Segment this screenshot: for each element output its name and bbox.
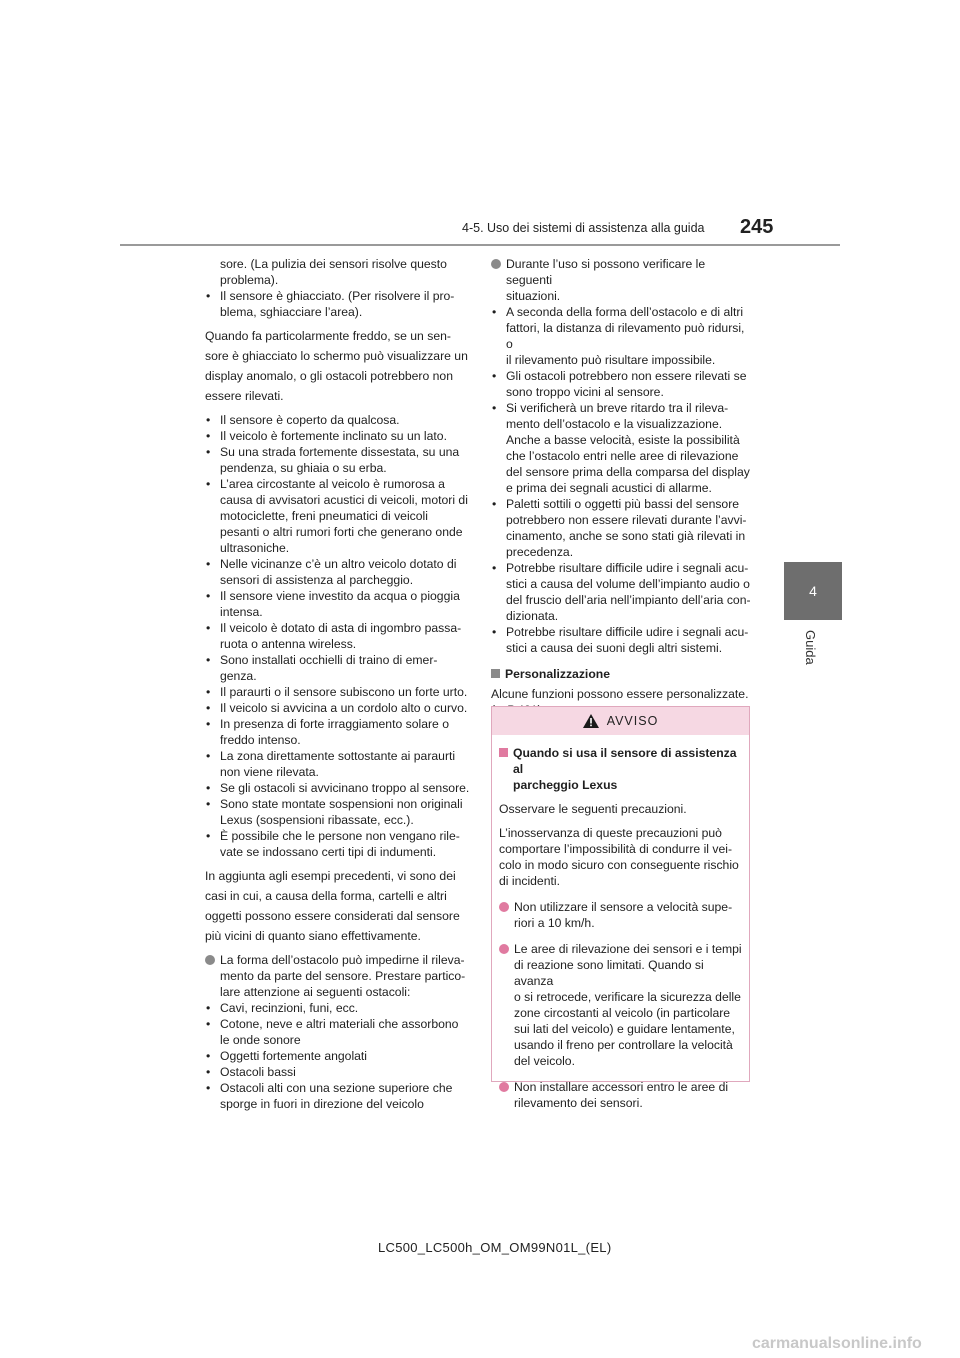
text-line: potrebbero non essere rilevati durante l’avvi- bbox=[506, 513, 747, 527]
bullet-list bbox=[205, 1000, 471, 1112]
header-divider bbox=[120, 244, 840, 246]
square-bullet-icon bbox=[499, 748, 508, 757]
section-heading bbox=[491, 666, 751, 682]
bullet-item bbox=[205, 700, 471, 716]
text-line: sui lati del veicolo) e guidare lentamente, bbox=[514, 1022, 735, 1036]
paragraph: Quando fa particolarmente freddo, se un sen- sore è ghiacciato lo schermo può visualizzare un display anomalo, o gli ostacoli potrebbero non essere rilevati. bbox=[205, 329, 468, 403]
warning-paragraph: Osservare le seguenti precauzioni. bbox=[499, 802, 687, 816]
text-line: • Nelle vicinanze c’è un altro veicolo dotato di bbox=[220, 557, 457, 571]
text-line: il rilevamento può risultare impossibile. bbox=[506, 353, 716, 367]
bullet-item bbox=[491, 400, 751, 496]
warning-header bbox=[492, 707, 749, 735]
text-line: colo in modo sicuro con conseguente rischio bbox=[499, 858, 739, 872]
text-line: pesanti o altri rumori forti che generano onde bbox=[220, 525, 463, 539]
text-line: dizionata. bbox=[506, 609, 559, 623]
text-line: • L’area circostante al veicolo è rumorosa a bbox=[220, 477, 445, 491]
text-line: • Gli ostacoli potrebbero non essere rilevati se bbox=[506, 369, 747, 383]
bullet-item bbox=[205, 652, 471, 684]
text-line: che l’ostacolo entri nelle aree di rilevazione bbox=[506, 449, 739, 463]
text-line: precedenza. bbox=[506, 545, 574, 559]
text-line: ruota o antenna wireless. bbox=[220, 637, 357, 651]
text-line: • Sono installati occhielli di traino di emer- bbox=[220, 653, 438, 667]
text-line: • In presenza di forte irraggiamento solare o bbox=[220, 717, 449, 731]
text-line: Anche a basse velocità, esiste la possibilità bbox=[506, 433, 740, 447]
text-line: Non installare accessori entro le aree di bbox=[514, 1080, 729, 1094]
bullet-dot-icon bbox=[499, 944, 509, 954]
bullet-item bbox=[205, 1000, 471, 1016]
disc-item bbox=[491, 256, 751, 304]
chapter-label: Guida bbox=[803, 630, 818, 665]
text-line: cinamento, anche se sono stati già rilevati in bbox=[506, 529, 746, 543]
bullet-item bbox=[205, 684, 471, 700]
bullet-item bbox=[205, 1048, 471, 1064]
warning-triangle-icon bbox=[583, 714, 599, 728]
bullet-list bbox=[491, 304, 751, 656]
bullet-item bbox=[205, 620, 471, 652]
bullet-item bbox=[491, 368, 751, 400]
warning-list bbox=[499, 899, 743, 1111]
text-line: Quando si usa il sensore di assistenza al bbox=[513, 746, 737, 776]
text-line: del sensore prima della comparsa del display bbox=[506, 465, 750, 479]
text-line: • Potrebbe risultare difficile udire i segnali acu- bbox=[506, 561, 749, 575]
text-line: • Ostacoli alti con una sezione superiore che bbox=[220, 1081, 453, 1095]
bullet-item bbox=[205, 1064, 471, 1080]
bullet-item bbox=[205, 1080, 471, 1112]
text-line: lare attenzione ai seguenti ostacoli: bbox=[220, 985, 411, 999]
text-line: causa di avvisatori acustici di veicoli, motori di bbox=[220, 493, 468, 507]
text-line: motociclette, freni pneumatici di veicoli bbox=[220, 509, 428, 523]
bullet-item bbox=[205, 288, 471, 320]
text-line: usando il freno per controllare la velocità bbox=[514, 1038, 733, 1052]
text-line: • Cotone, neve e altri materiali che assorbono bbox=[220, 1017, 459, 1031]
text-line: Le aree di rilevazione dei sensori e i tempi bbox=[514, 942, 742, 956]
text-line: • Il sensore è ghiacciato. (Per risolvere il pro- bbox=[220, 289, 455, 303]
text-line: La forma dell’ostacolo può impedirne il rileva- bbox=[220, 953, 465, 967]
bullet-item bbox=[205, 428, 471, 444]
intro-continuation bbox=[205, 256, 471, 288]
text-line: • La zona direttamente sottostante ai paraurti bbox=[220, 749, 456, 763]
bullet-item bbox=[205, 412, 471, 428]
left-column bbox=[205, 256, 471, 1112]
bullet-item bbox=[205, 748, 471, 780]
text-line: • Si verificherà un breve ritardo tra il rileva- bbox=[506, 401, 729, 415]
text-line: Lexus (sospensioni ribassate, ecc.). bbox=[220, 813, 414, 827]
warning-box bbox=[491, 706, 750, 1110]
text-line: non viene rilevata. bbox=[220, 765, 319, 779]
text-line: intensa. bbox=[220, 605, 263, 619]
text-line: • Ostacoli bassi bbox=[220, 1065, 296, 1079]
text-line: riori a 10 km/h. bbox=[514, 916, 595, 930]
text-line: del fruscio dell’aria nell’impianto dell’aria con- bbox=[506, 593, 751, 607]
custom-text: Alcune funzioni possono essere personalizzate. bbox=[491, 687, 749, 701]
warning-subheading bbox=[499, 745, 743, 793]
text-line: • Sono state montate sospensioni non originali bbox=[220, 797, 463, 811]
text-line: • Il veicolo è fortemente inclinato su un lato. bbox=[220, 429, 447, 443]
warning-item bbox=[499, 1079, 743, 1111]
text-line: mento da parte del sensore. Prestare partico- bbox=[220, 969, 466, 983]
text-line: sensori di assistenza al parcheggio. bbox=[220, 573, 414, 587]
text-line: Durante l’uso si possono verificare le seguenti bbox=[506, 257, 706, 287]
text-line: sono troppo vicini al sensore. bbox=[506, 385, 664, 399]
heading-text: Personalizzazione bbox=[505, 667, 610, 681]
page-number: 245 bbox=[740, 216, 774, 238]
text-line: di incidenti. bbox=[499, 874, 560, 888]
bullet-dot-icon bbox=[499, 902, 509, 912]
bullet-item bbox=[491, 624, 751, 656]
chapter-tab[interactable]: 4 bbox=[784, 562, 842, 620]
bullet-item bbox=[205, 444, 471, 476]
text-line: stici a causa dei suoni degli altri sistemi. bbox=[506, 641, 723, 655]
text-line: • Il veicolo è dotato di asta di ingombro passa- bbox=[220, 621, 462, 635]
text-line: • A seconda della forma dell’ostacolo e di altri bbox=[506, 305, 744, 319]
bullet-item bbox=[491, 560, 751, 624]
text-line: rilevamento dei sensori. bbox=[514, 1096, 643, 1110]
text-line: Non utilizzare il sensore a velocità supe- bbox=[514, 900, 733, 914]
text-line: e prima dei segnali acustici di allarme. bbox=[506, 481, 712, 495]
bullet-item bbox=[491, 304, 751, 368]
text-line: blema, sghiacciare l’area). bbox=[220, 305, 363, 319]
warning-item bbox=[499, 899, 743, 931]
text-line: problema). bbox=[220, 273, 279, 287]
warning-item bbox=[499, 941, 743, 1069]
bullet-item bbox=[205, 796, 471, 828]
text-line: le onde sonore bbox=[220, 1033, 301, 1047]
bullet-list bbox=[205, 412, 471, 860]
bullet-item bbox=[205, 556, 471, 588]
text-line: parcheggio Lexus bbox=[513, 778, 618, 792]
text-line: L’inosservanza di queste precauzioni può bbox=[499, 826, 722, 840]
bullet-item bbox=[491, 496, 751, 560]
right-column bbox=[491, 256, 751, 718]
bullet-item bbox=[205, 476, 471, 556]
text-line: zone circostanti al veicolo (in particolare bbox=[514, 1006, 731, 1020]
bullet-item bbox=[205, 828, 471, 860]
text-line: • Potrebbe risultare difficile udire i segnali acu- bbox=[506, 625, 749, 639]
section-title: 4-5. Uso dei sistemi di assistenza alla guida bbox=[462, 221, 705, 235]
bullet-dot-icon bbox=[499, 1082, 509, 1092]
text-line: freddo intenso. bbox=[220, 733, 301, 747]
text-line: • Il sensore è coperto da qualcosa. bbox=[220, 413, 400, 427]
bullet-item bbox=[205, 1016, 471, 1048]
text-line: stici a causa del volume dell’impianto audio o bbox=[506, 577, 750, 591]
bullet-dot-icon bbox=[491, 259, 501, 269]
square-bullet-icon bbox=[491, 669, 500, 678]
bullet-item bbox=[205, 780, 471, 796]
warning-body bbox=[492, 735, 749, 1111]
text-line: comportare l’impossibilità di condurre il vei- bbox=[499, 842, 733, 856]
text-line: • Il sensore viene investito da acqua o pioggia bbox=[220, 589, 460, 603]
text-line: • Oggetti fortemente angolati bbox=[220, 1049, 368, 1063]
warning-paragraph bbox=[499, 825, 743, 889]
text-line: o si retrocede, verificare la sicurezza delle bbox=[514, 990, 741, 1004]
document-code: LC500_LC500h_OM_OM99N01L_(EL) bbox=[378, 1240, 612, 1255]
bullet-item bbox=[205, 588, 471, 620]
text-line: fattori, la distanza di rilevamento può ridursi, o bbox=[506, 321, 745, 351]
text-line: • Cavi, recinzioni, funi, ecc. bbox=[220, 1001, 359, 1015]
paragraph: In aggiunta agli esempi precedenti, vi sono dei casi in cui, a causa della forma, cartelli e altri oggetti possono essere considerati dal sensore più vicini di quanto siano effettivamente. bbox=[205, 869, 460, 943]
text-line: • Il paraurti o il sensore subiscono un forte urto. bbox=[220, 685, 468, 699]
text-line: situazioni. bbox=[506, 289, 561, 303]
text-line: • Paletti sottili o oggetti più bassi del sensore bbox=[506, 497, 740, 511]
text-line: ultrasoniche. bbox=[220, 541, 290, 555]
bullet-dot-icon bbox=[205, 955, 215, 965]
disc-item bbox=[205, 952, 471, 1000]
text-line: pendenza, su ghiaia o su erba. bbox=[220, 461, 387, 475]
warning-title: AVVISO bbox=[606, 714, 659, 728]
text-line: sore. (La pulizia dei sensori risolve questo bbox=[220, 257, 447, 271]
text-line: • È possibile che le persone non vengano rile- bbox=[220, 829, 460, 843]
watermark: carmanualsonline.info bbox=[752, 1335, 922, 1352]
text-line: sporge in fuori in direzione del veicolo bbox=[220, 1097, 424, 1111]
text-line: mento dell’ostacolo e la visualizzazione. bbox=[506, 417, 723, 431]
text-line: del veicolo. bbox=[514, 1054, 575, 1068]
text-line: • Se gli ostacoli si avvicinano troppo al sensore. bbox=[220, 781, 470, 795]
text-line: vate se indossano certi tipi di indumenti. bbox=[220, 845, 437, 859]
bullet-item bbox=[205, 716, 471, 748]
text-line: di reazione sono limitati. Quando si avanza bbox=[514, 958, 704, 988]
text-line: • Il veicolo si avvicina a un cordolo alto o curvo. bbox=[220, 701, 468, 715]
text-line: • Su una strada fortemente dissestata, su una bbox=[220, 445, 460, 459]
text-line: genza. bbox=[220, 669, 257, 683]
